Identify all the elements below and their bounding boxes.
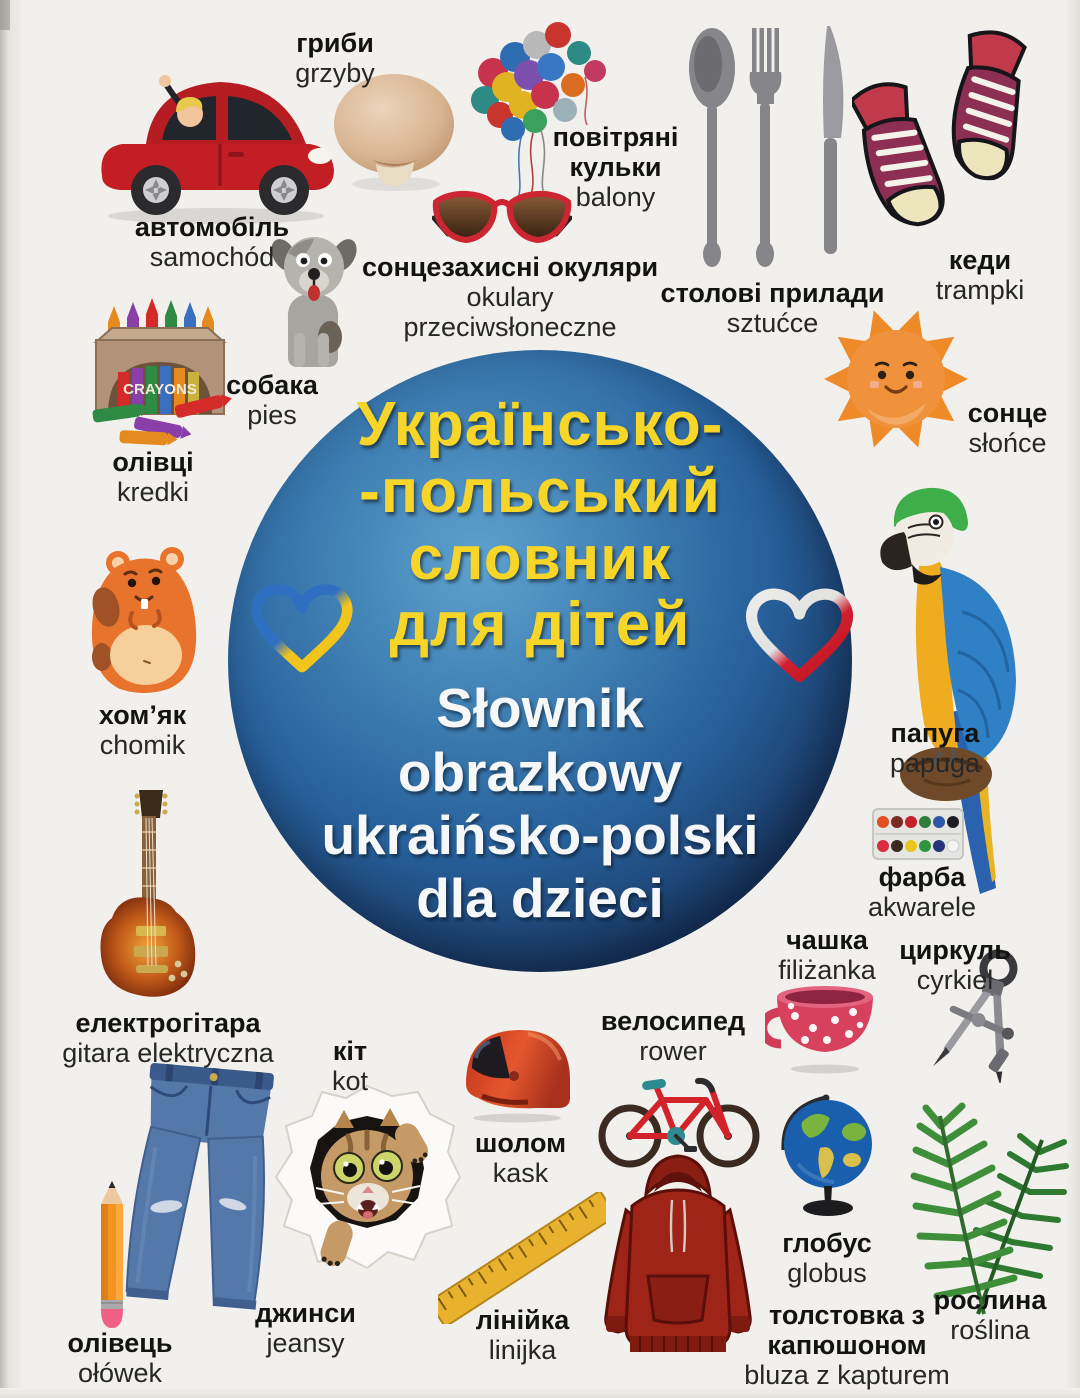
subtitle-line-1: Słownik [436,677,644,740]
plant-label [920,1285,1060,1345]
sneakers-label-pl: trampki [935,275,1025,306]
cat-label-uk: кіт [332,1036,368,1066]
sun-label [945,398,1070,458]
plant-illustration [882,1078,1070,1316]
cat-label-pl: kot [331,1066,369,1097]
watercolor-paint-illustration [872,808,964,860]
cup-illustration [765,982,885,1074]
subtitle-line-4: dla dzieci [416,867,664,930]
crayons-label-pl: kredki [116,477,190,508]
balloons-label-pl: balony [575,182,656,213]
jeans-label [238,1298,373,1358]
parrot-label-pl: papuga [889,748,981,779]
sun-label-uk: сонце [967,398,1048,428]
title-line-4: для дітей [389,590,691,660]
bicycle-label-uk: велосипед [600,1006,746,1036]
mushrooms-label-pl: grzyby [295,58,375,89]
sunglasses-label [360,252,660,343]
crayons-label-uk: олівці [112,447,194,477]
scan-corner-shadow [0,0,10,30]
sneakers-label-uk: кеди [948,245,1012,275]
book-spine-shadow [0,0,24,1398]
compass-label-uk: циркуль [899,935,1011,965]
paint-label-pl: akwarele [867,892,977,923]
subtitle-line-2: obrazkowy [397,740,683,803]
cup-label-pl: filiżanka [778,955,876,986]
globe-label-uk: глобус [782,1228,872,1258]
dog-label-pl: pies [247,400,297,431]
title-line-2: -польський [359,456,721,526]
mushrooms-label-uk: гриби [296,28,374,58]
ruler-label-pl: linijka [488,1335,557,1366]
helmet-illustration [458,1022,576,1124]
sneakers-label [915,245,1045,305]
mushrooms-label [255,28,415,88]
mushroom-illustration [332,72,460,194]
sneakers-illustration [852,28,1037,243]
hoodie-label-uk: толстовка з капюшоном [767,1300,927,1361]
ruler-label-uk: лінійка [475,1305,570,1335]
compass-label-pl: cyrkiel [916,965,994,996]
helmet-label-pl: kask [492,1158,549,1189]
hamster-label-uk: хом’як [98,700,187,730]
hamster-illustration [80,545,208,697]
dog-label [212,370,332,430]
jeans-illustration [112,1062,302,1314]
sunglasses-label-uk: сонцезахисні окуляри [361,252,659,282]
helmet-label [458,1128,583,1188]
sunglasses-label-pl: okulary przeciwsłoneczne [403,282,617,343]
polish-flag-heart-icon [737,575,862,693]
cutlery-illustration [678,18,858,270]
electric-guitar-label [48,1008,288,1068]
car-label-pl: samochód [149,242,275,273]
pencil-label-uk: олівець [67,1328,173,1358]
electric-guitar-illustration [92,788,210,1006]
plant-label-uk: рослина [933,1285,1047,1315]
title-line-3: словник [408,523,672,593]
compass-label [890,935,1020,995]
jeans-label-pl: jeansy [266,1328,345,1359]
globe-label [762,1228,892,1288]
paint-label [862,862,982,922]
ruler-label [455,1305,590,1365]
hamster-label-pl: chomik [99,730,186,761]
cat-label [300,1036,400,1096]
cutlery-label-uk: столові прилади [660,278,885,308]
subtitle-line-3: ukraińsko-polski [321,803,759,866]
car-label-uk: автомобіль [134,212,290,242]
balloons-label-uk: повітряні кульки [552,122,679,183]
globe-illustration [772,1092,880,1220]
title-line-1: Українсько- [356,389,724,459]
cup-label [762,925,892,985]
cutlery-label-pl: sztućce [726,308,819,339]
subtitle-polish [321,677,758,930]
hamster-label [75,700,210,760]
hoodie-label-pl: bluza z kapturem [744,1360,950,1391]
helmet-label-uk: шолом [474,1128,567,1158]
crayon-box-label: CRAYONS [123,381,197,398]
car-label [112,212,312,272]
cup-label-uk: чашка [786,925,868,955]
pencil-label-pl: ołówek [77,1358,163,1389]
sun-label-pl: słońce [968,428,1047,459]
bicycle-label-pl: rower [639,1036,707,1067]
electric-guitar-label-uk: електрогітара [75,1008,261,1038]
parrot-label-uk: папуга [890,718,980,748]
crayons-label [78,447,228,507]
plant-label-pl: roślina [950,1315,1030,1346]
bicycle-label [598,1006,748,1066]
pencil-label [50,1328,190,1388]
parrot-label [870,718,1000,778]
balloons-label [528,122,703,213]
paint-label-uk: фарба [878,862,966,892]
dog-label-uk: собака [226,370,318,400]
electric-guitar-label-pl: gitara elektryczna [62,1038,274,1069]
jeans-label-uk: джинси [255,1298,356,1328]
cutlery-label [655,278,890,338]
globe-label-pl: globus [787,1258,867,1289]
ukrainian-flag-heart-icon [243,572,361,682]
title-ukrainian [356,389,724,660]
pencil-illustration [88,1178,136,1330]
